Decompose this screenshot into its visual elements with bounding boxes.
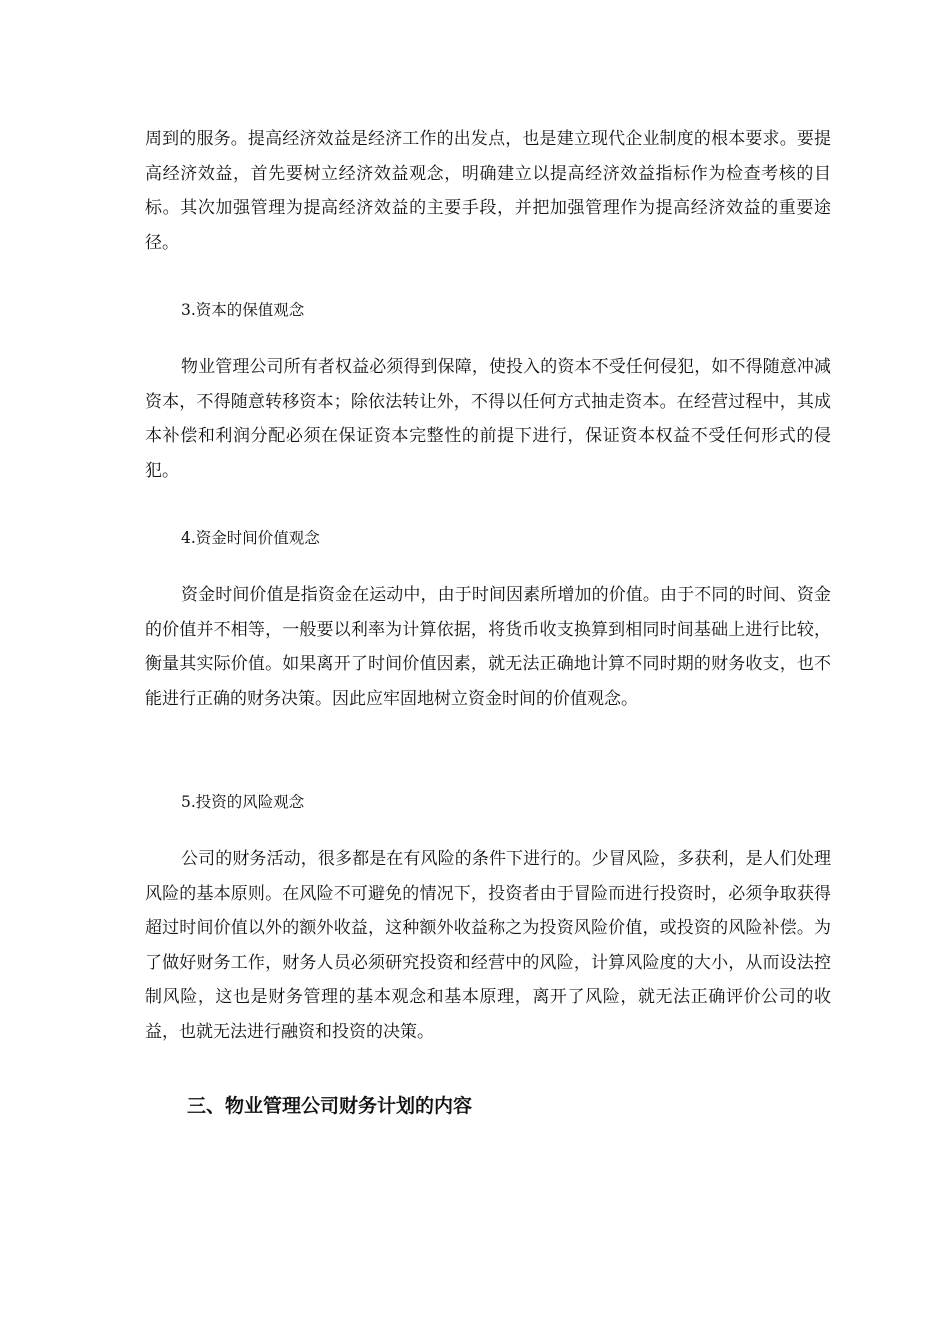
paragraph-investment-risk: 公司的财务活动，很多都是在有风险的条件下进行的。少冒风险，多获利，是人们处理风险的基本原则。在风险不可避免的情况下，投资者由于冒险而进行投资时，必须争取获得超过时间价值以外的额外收益，这种额外收益称之为投资风险价值，或投资的风险补偿。为了做好财务工作，财务人员必须研究投资和经营中的风险，计算风险度的大小，从而设法控制风险，这也是财务管理的基本观念和基本原理，离开了风险，就无法正确评价公司的收益，也就无法进行融资和投资的决策。 [145,849,831,1042]
paragraph-capital-preservation: 物业管理公司所有者权益必须得到保障，使投入的资本不受任何侵犯，如不得随意冲减资本，不得随意转移资本；除依法转让外，不得以任何方式抽走资本。在经营过程中，其成本补偿和利润分配必须在保证资本完整性的前提下进行，保证资本权益不受任何形式的侵犯。 [145,357,831,481]
heading-capital-preservation: 3.资本的保值观念 [181,301,305,319]
paragraph-time-value: 资金时间价值是指资金在运动中，由于时间因素所增加的价值。由于不同的时间、资金的价值并不相等，一般要以利率为计算依据，将货币收支换算到相同时间基础上进行比较，衡量其实际价值。如果离开了时间价值因素，就无法正确地计算不同时期的财务收支，也不能进行正确的财务决策。因此应牢固地树立资金时间的价值观念。 [145,585,831,709]
section-heading-financial-plan: 三、物业管理公司财务计划的内容 [187,1095,473,1117]
heading-time-value: 4.资金时间价值观念 [181,529,320,547]
paragraph-economic-benefit: 周到的服务。提高经济效益是经济工作的出发点，也是建立现代企业制度的根本要求。要提高经济效益，首先要树立经济效益观念，明确建立以提高经济效益指标作为检查考核的目标。其次加强管理为提高经济效益的主要手段，并把加强管理作为提高经济效益的重要途径。 [145,129,831,253]
heading-investment-risk: 5.投资的风险观念 [181,793,305,811]
